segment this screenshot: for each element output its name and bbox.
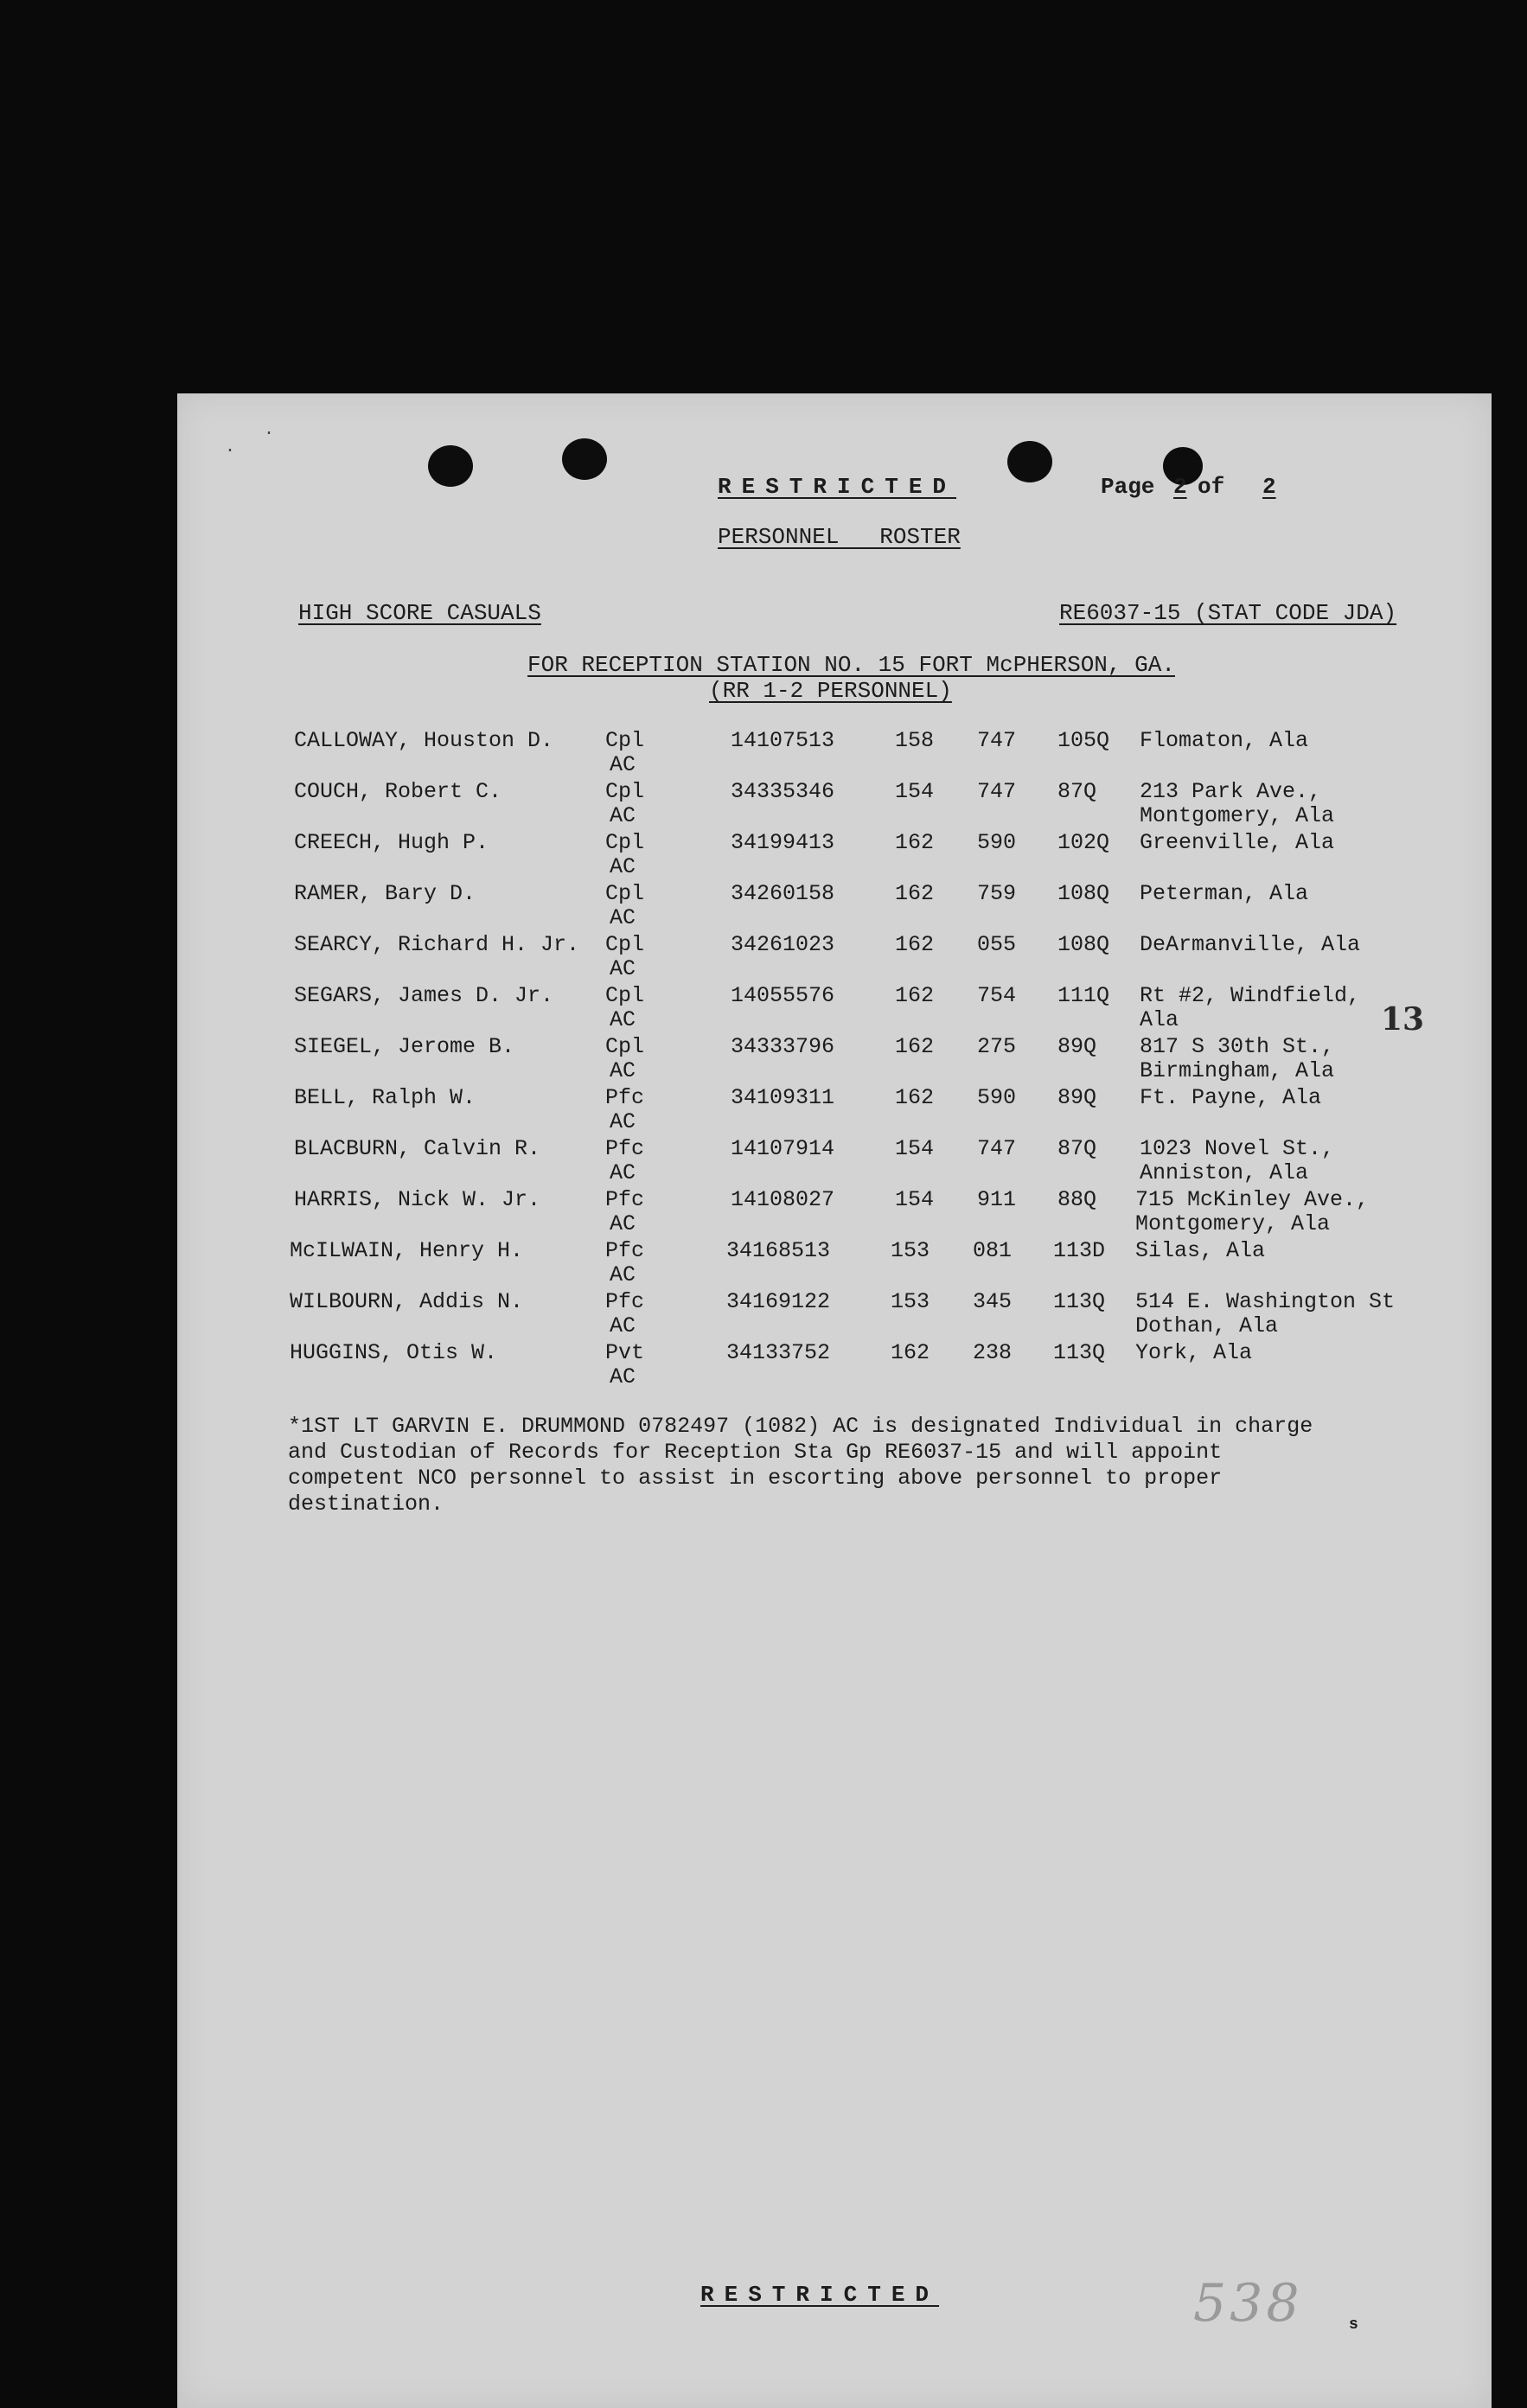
serial-cell: 34261023	[731, 932, 835, 957]
speck: ·	[225, 441, 236, 461]
branch-cell: AC	[610, 1262, 636, 1287]
table-row	[177, 729, 1492, 779]
score-cell: 113Q	[1053, 1340, 1106, 1365]
punch-hole	[1007, 441, 1052, 482]
rank-cell: Cpl	[605, 983, 645, 1008]
score-cell: 105Q	[1057, 728, 1110, 753]
table-row	[177, 1239, 1492, 1289]
name-cell: BELL, Ralph W.	[294, 1085, 476, 1110]
col-a-cell: 158	[895, 728, 935, 753]
page-of: of	[1198, 474, 1225, 500]
name-cell: CREECH, Hugh P.	[294, 830, 489, 855]
table-row	[177, 1341, 1492, 1391]
col-a-cell: 154	[895, 1136, 935, 1161]
address-cell: 514 E. Washington St	[1135, 1289, 1396, 1314]
address-cell: York, Ala	[1135, 1340, 1253, 1365]
station-line: FOR RECEPTION STATION NO. 15 FORT McPHERSON, GA.	[527, 652, 1175, 678]
address-cell: Peterman, Ala	[1140, 881, 1309, 906]
handwritten-number: 538	[1193, 2273, 1303, 2334]
serial-cell: 34199413	[731, 830, 835, 855]
col-b-cell: 590	[977, 1085, 1017, 1110]
address-line2-cell: Anniston, Ala	[1140, 1160, 1309, 1185]
address-cell: DeArmanville, Ala	[1140, 932, 1361, 957]
table-row	[177, 933, 1492, 983]
col-b-cell: 759	[977, 881, 1017, 906]
classification-footer: RESTRICTED	[700, 2282, 940, 2308]
table-row	[177, 882, 1492, 932]
rank-cell: Cpl	[605, 932, 645, 957]
rank-cell: Cpl	[605, 881, 645, 906]
score-cell: 111Q	[1057, 983, 1110, 1008]
station-subline: (RR 1-2 PERSONNEL)	[709, 678, 952, 704]
document-title: PERSONNEL ROSTER	[718, 524, 961, 550]
table-row	[177, 1188, 1492, 1238]
col-b-cell: 747	[977, 1136, 1017, 1161]
col-a-cell: 162	[895, 881, 935, 906]
rank-cell: Pvt	[605, 1340, 645, 1365]
branch-cell: AC	[610, 1160, 636, 1185]
name-cell: SEGARS, James D. Jr.	[294, 983, 554, 1008]
rank-cell: Cpl	[605, 1034, 645, 1059]
col-a-cell: 162	[895, 1085, 935, 1110]
score-cell: 87Q	[1057, 779, 1097, 804]
col-b-cell: 590	[977, 830, 1017, 855]
col-a-cell: 153	[891, 1238, 930, 1263]
roster-page	[177, 393, 1492, 2408]
table-row	[177, 983, 1492, 1038]
branch-cell: AC	[610, 1313, 636, 1338]
punch-hole	[428, 445, 473, 487]
serial-cell: 34260158	[731, 881, 835, 906]
score-cell: 89Q	[1057, 1034, 1097, 1059]
address-cell: 1023 Novel St.,	[1140, 1136, 1335, 1161]
table-row	[177, 780, 1492, 830]
serial-cell: 34133752	[726, 1340, 831, 1365]
branch-cell: AC	[610, 905, 636, 930]
serial-cell: 14107513	[731, 728, 835, 753]
address-cell: Greenville, Ala	[1140, 830, 1335, 855]
col-b-cell: 275	[977, 1034, 1017, 1059]
score-cell: 108Q	[1057, 881, 1110, 906]
rank-cell: Pfc	[605, 1289, 645, 1314]
branch-cell: AC	[610, 956, 636, 981]
col-b-cell: 055	[977, 932, 1017, 957]
rank-cell: Pfc	[605, 1187, 645, 1212]
name-cell: COUCH, Robert C.	[294, 779, 502, 804]
score-cell: 89Q	[1057, 1085, 1097, 1110]
col-a-cell: 162	[891, 1340, 930, 1365]
branch-cell: AC	[610, 1211, 636, 1236]
serial-cell: 14107914	[731, 1136, 835, 1161]
classification-header: RESTRICTED	[718, 474, 957, 500]
punch-hole	[562, 438, 607, 480]
col-a-cell: 162	[895, 932, 935, 957]
address-cell: Rt #2, Windfield,	[1140, 983, 1361, 1008]
address-line2-cell: Ala	[1140, 1007, 1179, 1032]
table-row	[177, 1086, 1492, 1136]
address-line2-cell: Birmingham, Ala	[1140, 1058, 1335, 1083]
address-cell: Silas, Ala	[1135, 1238, 1266, 1263]
col-b-cell: 754	[977, 983, 1017, 1008]
branch-cell: AC	[610, 1109, 636, 1134]
page-label: Page	[1101, 474, 1155, 500]
branch-cell: AC	[610, 1007, 636, 1032]
col-b-cell: 911	[977, 1187, 1017, 1212]
unit-name: HIGH SCORE CASUALS	[298, 600, 541, 626]
col-a-cell: 162	[895, 983, 935, 1008]
serial-cell: 34109311	[731, 1085, 835, 1110]
name-cell: SIEGEL, Jerome B.	[294, 1034, 515, 1059]
serial-cell: 34333796	[731, 1034, 835, 1059]
branch-cell: AC	[610, 752, 636, 777]
serial-cell: 34168513	[726, 1238, 831, 1263]
score-cell: 102Q	[1057, 830, 1110, 855]
page-number: 2	[1173, 474, 1187, 500]
table-row	[177, 1290, 1492, 1340]
name-cell: BLACBURN, Calvin R.	[294, 1136, 541, 1161]
rank-cell: Pfc	[605, 1238, 645, 1263]
table-row	[177, 1035, 1492, 1085]
stat-code: RE6037-15 (STAT CODE JDA)	[1059, 600, 1397, 626]
margin-page-number: 13	[1381, 1001, 1425, 1038]
col-b-cell: 747	[977, 779, 1017, 804]
rank-cell: Pfc	[605, 1136, 645, 1161]
address-line2-cell: Dothan, Ala	[1135, 1313, 1279, 1338]
col-b-cell: 081	[973, 1238, 1013, 1263]
score-cell: 113Q	[1053, 1289, 1106, 1314]
footnote: *1ST LT GARVIN E. DRUMMOND 0782497 (1082) AC is designated Individual in charge and Custodian of Records for Reception Sta Gp RE6037-15 and will appoint competent NCO personnel to assist in escorting above personnel to proper destination.	[288, 1414, 1313, 1517]
col-b-cell: 238	[973, 1340, 1013, 1365]
score-cell: 108Q	[1057, 932, 1110, 957]
address-cell: 715 McKinley Ave.,	[1135, 1187, 1370, 1212]
col-b-cell: 345	[973, 1289, 1013, 1314]
address-cell: 817 S 30th St.,	[1140, 1034, 1335, 1059]
col-a-cell: 162	[895, 1034, 935, 1059]
name-cell: SEARCY, Richard H. Jr.	[294, 932, 580, 957]
score-cell: 113D	[1053, 1238, 1106, 1263]
score-cell: 87Q	[1057, 1136, 1097, 1161]
serial-cell: 34169122	[726, 1289, 831, 1314]
serial-cell: 34335346	[731, 779, 835, 804]
rank-cell: Pfc	[605, 1085, 645, 1110]
name-cell: McILWAIN, Henry H.	[290, 1238, 524, 1263]
address-cell: 213 Park Ave.,	[1140, 779, 1322, 804]
address-cell: Flomaton, Ala	[1140, 728, 1309, 753]
rank-cell: Cpl	[605, 728, 645, 753]
serial-cell: 14055576	[731, 983, 835, 1008]
name-cell: RAMER, Bary D.	[294, 881, 476, 906]
col-a-cell: 154	[895, 1187, 935, 1212]
rank-cell: Cpl	[605, 779, 645, 804]
name-cell: HUGGINS, Otis W.	[290, 1340, 498, 1365]
col-a-cell: 154	[895, 779, 935, 804]
branch-cell: AC	[610, 803, 636, 828]
name-cell: CALLOWAY, Houston D.	[294, 728, 554, 753]
speck: ·	[264, 424, 275, 444]
branch-cell: AC	[610, 1058, 636, 1083]
rank-cell: Cpl	[605, 830, 645, 855]
serial-cell: 14108027	[731, 1187, 835, 1212]
page-total: 2	[1262, 474, 1276, 500]
col-a-cell: 162	[895, 830, 935, 855]
branch-cell: AC	[610, 854, 636, 879]
table-row	[177, 831, 1492, 881]
address-line2-cell: Montgomery, Ala	[1135, 1211, 1331, 1236]
col-b-cell: 747	[977, 728, 1017, 753]
address-line2-cell: Montgomery, Ala	[1140, 803, 1335, 828]
name-cell: HARRIS, Nick W. Jr.	[294, 1187, 541, 1212]
table-row	[177, 1137, 1492, 1187]
address-cell: Ft. Payne, Ala	[1140, 1085, 1322, 1110]
col-a-cell: 153	[891, 1289, 930, 1314]
corner-mark: s	[1349, 2316, 1358, 2334]
score-cell: 88Q	[1057, 1187, 1097, 1212]
name-cell: WILBOURN, Addis N.	[290, 1289, 524, 1314]
branch-cell: AC	[610, 1364, 636, 1389]
